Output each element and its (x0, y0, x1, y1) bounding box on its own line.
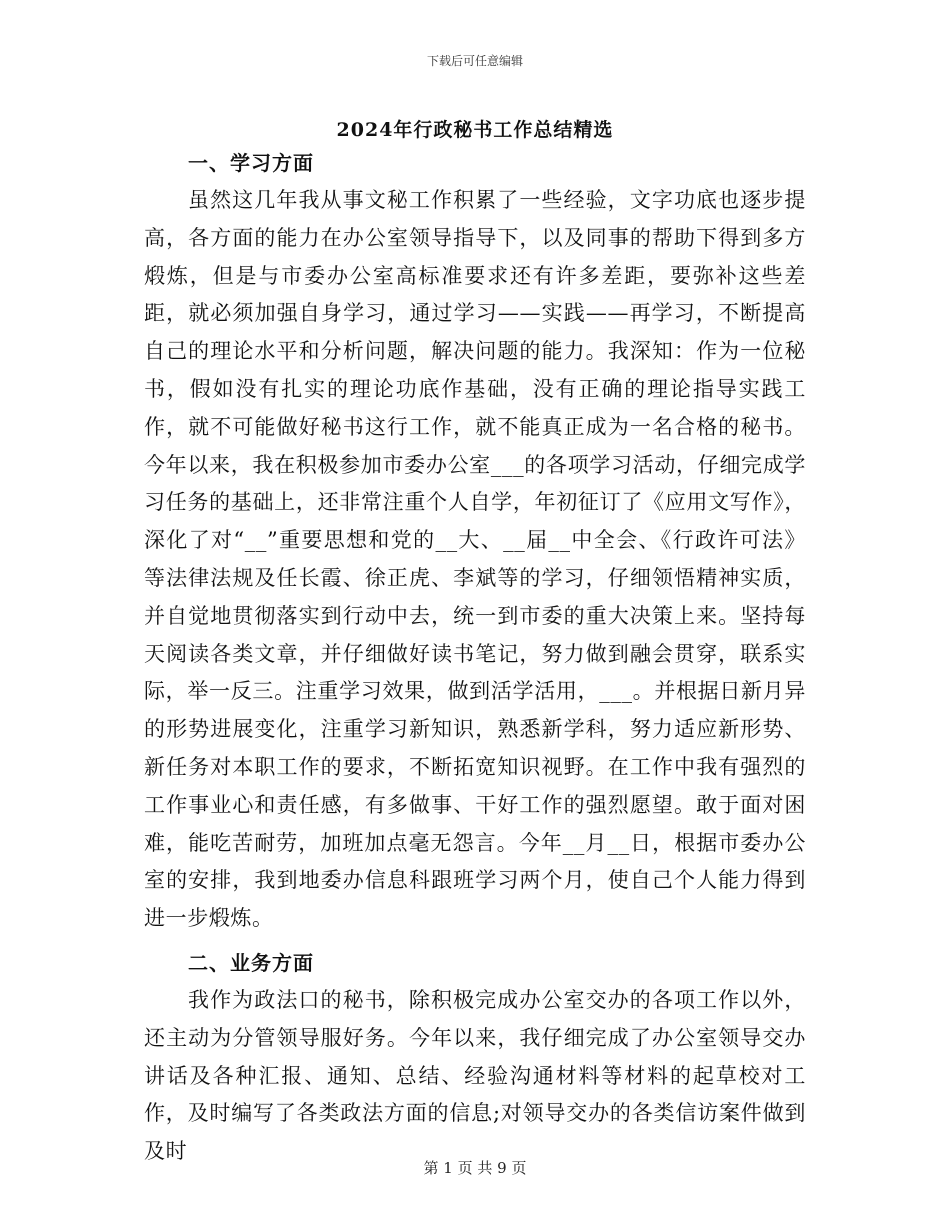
section-heading-business: 二、业务方面 (188, 950, 314, 975)
page-indicator: 第 1 页 共 9 页 (423, 1159, 527, 1177)
paragraph-business: 我作为政法口的秘书，除积极完成办公室交办的各项工作以外，还主动为分管领导服好务。今年以来，我仔细完成了办公室领导交办讲话及各种汇报、通知、总结、经验沟通材料等材料的起草校对工作，及时编写了各类政法方面的信息;对领导交办的各类信访案件做到及时 (144, 987, 806, 1164)
section-heading-study: 一、学习方面 (188, 151, 314, 175)
document-title: 2024年行政秘书工作总结精选 (336, 119, 614, 141)
header-note: 下载后可任意编辑 (426, 54, 523, 68)
paragraph-study: 虽然这几年我从事文秘工作积累了一些经验，文字功底也逐步提高，各方面的能力在办公室领导指导下，以及同事的帮助下得到多方煅炼，但是与市委办公室高标准要求还有许多差距，要弥补这些差距，就必须加强自身学习，通过学习——实践——再学习，不断提高自己的理论水平和分析问题，解决问题的能力。我深知：作为一位秘书，假如没有扎实的理论功底作基础，没有正确的理论指导实践工作，就不可能做好秘书这行工作，就不能真正成为一名合格的秘书。今年以来，我在积极参加市委办公室___的各项学习活动，仔细完成学习任务的基础上，还非常注重个人自学，年初征订了《应用文写作》，深化了对“__”重要思想和党的__大、__届__中全会、《行政许可法》等法律法规及任长霞、徐正虎、李斌等的学习，仔细领悟精神实质，并自觉地贯彻落实到行动中去，统一到市委的重大决策上来。坚持每天阅读各类文章，并仔细做好读书笔记，努力做到融会贯穿，联系实际，举一反三。注重学习效果，做到活学活用，___。并根据日新月异的形势进展变化，注重学习新知识，熟悉新学科，努力适应新形势、新任务对本职工作的要求，不断拓宽知识视野。在工作中我有强烈的工作事业心和责任感，有多做事、干好工作的强烈愿望。敢于面对困难，能吃苦耐劳，加班加点毫无怨言。今年__月__日，根据市委办公室的安排，我到地委办信息科跟班学习两个月，使自己个人能力得到进一步煅炼。 (144, 188, 806, 931)
document-body (144, 144, 806, 1171)
